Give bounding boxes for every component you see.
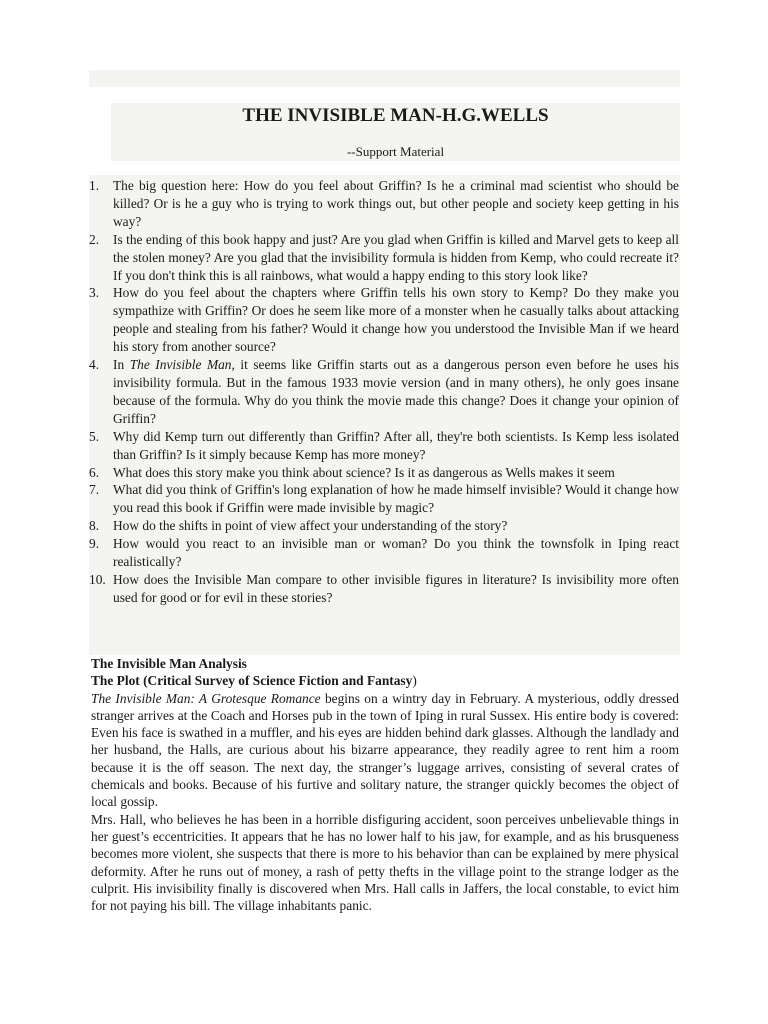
question-number: 3. — [89, 285, 100, 301]
question-text — [113, 356, 679, 428]
question-number: 5. — [89, 428, 100, 444]
question-text: What does this story make you think about science? Is it as dangerous as Wells makes it seem — [113, 464, 615, 480]
question-number: 10. — [89, 571, 106, 587]
header-band — [89, 70, 680, 87]
question-number: 7. — [89, 482, 100, 498]
question-item — [89, 177, 679, 231]
question-item — [89, 428, 679, 464]
analysis-paragraph-1 — [91, 690, 679, 811]
page-subtitle: --Support Material — [346, 144, 445, 159]
question-number: 1. — [89, 178, 100, 193]
question-item — [89, 535, 679, 571]
book-title-italic: The Invisible Man: A Grotesque Romance — [91, 690, 321, 706]
question-text: How do the shifts in point of view affect your understanding of the story? — [113, 518, 508, 534]
question-item — [89, 517, 679, 535]
question-item — [89, 571, 679, 607]
question-number: 6. — [89, 464, 100, 480]
analysis-section — [91, 655, 679, 914]
question-number: 8. — [89, 518, 100, 534]
question-text: How would you react to an invisible man or woman? Do you think the townsfolk in Iping react realistically? — [113, 536, 679, 570]
analysis-subheading — [91, 672, 679, 689]
question-number: 9. — [89, 536, 100, 552]
paragraph-body: begins on a wintry day in February. A mysterious, oddly dressed stranger arrives at the Coach and Horses pub in the town of Iping in rural Sussex. His entire body is covered: Even his face is swathed in a muffler, and his eyes are hidden behind dark glasses. Although the landlady and her husband, the Halls, are curious about his bizarre appearance, they readily agree to rent him a room because it is the off season. The next day, the stranger’s luggage arrives, consisting of several crates of chemicals and books. Because of his furtive and solitary nature, the stranger quickly becomes the object of local gossip. — [91, 690, 679, 810]
question-text: Why did Kemp turn out differently than Griffin? After all, they're both scientists. Is Kemp less isolated than Griffin? Is it simply because Kemp has more money? — [113, 428, 679, 462]
discussion-questions — [89, 177, 679, 607]
question-number: 4. — [89, 357, 100, 373]
question-text: The big question here: How do you feel about Griffin? Is he a criminal mad scientist who should be killed? Or is he a guy who is trying to work things out, but other people and society keep getting in his way? — [113, 178, 679, 229]
page-title: THE INVISIBLE MAN-H.G.WELLS — [242, 105, 549, 126]
question-number: 2. — [89, 231, 100, 247]
analysis-heading: The Invisible Man Analysis — [91, 656, 247, 671]
question-item — [89, 284, 679, 356]
book-title-italic: The Invisible Man — [129, 357, 232, 373]
question-prefix: In — [113, 357, 130, 373]
question-text: What did you think of Griffin's long explanation of how he made himself invisible? Would it change how you read this book if Griffin were made invisible by magic? — [113, 482, 679, 516]
question-item — [89, 231, 679, 285]
title-block — [111, 103, 680, 161]
analysis-subheading-text: The Plot (Critical Survey of Science Fiction and Fantasy — [91, 673, 413, 689]
question-body: , it seems like Griffin starts out as a dangerous person even before he uses his invisibility formula. But in the famous 1933 movie version (and in many others), he only goes insane because of the formula. Why do you think the movie made this change? Does it change your opinion of Griffin? — [113, 357, 679, 426]
question-text: Is the ending of this book happy and just? Are you glad when Griffin is killed and Marvel gets to keep all the stolen money? Are you glad that the invisibility formula is hidden from Kemp, who could recreate it? If you don't think this is all rainbows, what would a happy ending to this story look like? — [113, 231, 679, 283]
analysis-paragraph-2: Mrs. Hall, who believes he has been in a horrible disfiguring accident, soon perceives unbelievable things in her guest’s eccentricities. It appears that he has no lower half to his jaw, for example, and as his brusqueness becomes more violent, she suspects that there is more to his behavior than can be explained by mere physical deformity. After he runs out of money, a rash of petty thefts in the village point to the strange lodger as the culprit. His invisibility finally is discovered when Mrs. Hall calls in Jaffers, the local constable, to evict him for not paying his bill. The village inhabitants panic. — [91, 811, 679, 914]
question-item — [89, 464, 679, 482]
question-item — [89, 356, 679, 428]
subheading-close-paren: ) — [412, 673, 417, 689]
question-text: How do you feel about the chapters where Griffin tells his own story to Kemp? Do they make you sympathize with Griffin? Or does he seem like more of a monster when he casually talks about attacking people and stealing from his father? Would it change how you understood the Invisible Man if we heard his story from another source? — [113, 285, 679, 355]
question-item — [89, 481, 679, 517]
question-text: How does the Invisible Man compare to other invisible figures in literature? Is invisibility more often used for good or for evil in these stories? — [113, 571, 679, 605]
